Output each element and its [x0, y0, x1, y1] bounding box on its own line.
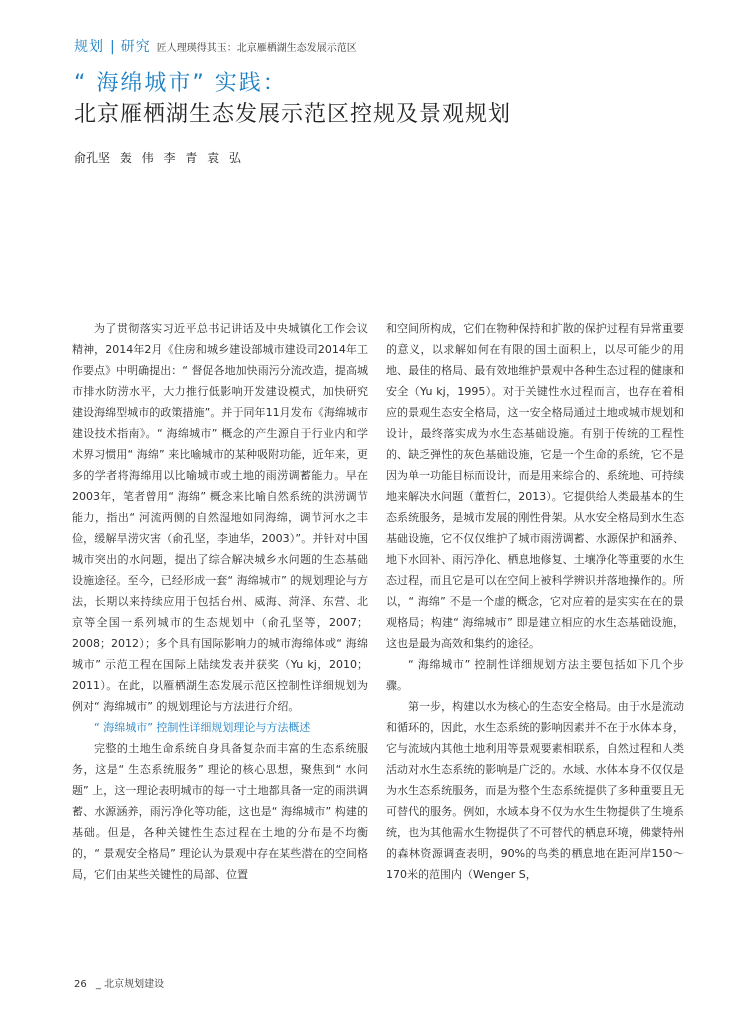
section-label: 规划 [74, 39, 104, 55]
right-column [386, 318, 684, 885]
page-number: 26 [74, 979, 87, 990]
section-heading: “ 海绵城市” 控制性详细规划理论与方法概述 [94, 721, 311, 734]
authors: 俞孔坚 轰 伟 李 青 袁 弘 [74, 151, 241, 165]
article-title-line2: 北京雁栖湖生态发展示范区控规及景观规划 [74, 102, 512, 127]
paragraph: 和空间所构成，它们在物种保持和扩散的保护过程有异常重要的意义，以求解如何在有限的国土面积上，以尽可能少的用地、最佳的格局、最有效地维护景观中各种生态过程的健康和安全（Yu kj，1995）。对于关键性水过程而言，也存在着相应的景观生态安全格局，这一安全格局通过土地或城市规划和设计，最终落实成为水生态基础设施。有别于传统的工程性的、缺乏弹性的灰色基础设施，它是一个生命的系统，它不是因为单一功能目标而设计，而是用来综合的、系统地、可持续地来解决水问题（董哲仁，2013）。它提供给人类最基本的生态系统服务，是城市发展的刚性骨架。从水安全格局到水生态基础设施，它不仅仅维护了城市雨涝调蓄、水源保护和涵养、地下水回补、雨污净化、栖息地修复、土壤净化等重要的水生态过程，而且它是可以在空间上被科学辨识并落地操作的。所以，“ 海绵” 不是一个虚的概念，它对应着的是实实在在的景观格局；构建“ 海绵城市” 即是建立相应的水生态基础设施，这也是最为高效和集约的途径。 [386, 322, 684, 650]
running-header [74, 36, 357, 56]
paragraph: 为了贯彻落实习近平总书记讲话及中央城镇化工作会议精神，2014年2月《住房和城乡建设部城市建设司2014年工作要点》中明确提出：“ 督促各地加快雨污分流改造，提高城市排水防涝水平，大力推行低影响开发建设模式，加快研究建设海绵型城市的政策措施”。并于同年11月发布《海绵城市建设技术指南》。“ 海绵城市” 概念的产生源自于行业内和学术界习惯用“ 海绵” 来比喻城市的某种吸附功能，近年来，更多的学者将海绵用以比喻城市或土地的雨涝调蓄能力。早在2003年，笔者曾用“ 海绵” 概念来比喻自然系统的洪涝调节能力，指出“ 河流两侧的自然湿地如同海绵，调节河水之丰俭，缓解旱涝灾害（俞孔坚，李迪华，2003）”。并针对中国城市突出的水问题，提出了综合解决城乡水问题的生态基础设施途径。至今，已经形成一套“ 海绵城市” 的规划理论与方法，长期以来持续应用于包括台州、威海、菏泽、东营、北京等全国一系列城市的生态规划中（俞孔坚等，2007；2008；2012）；多个具有国际影响力的城市海绵体或“ 海绵城市” 示范工程在国际上陆续发表并获奖（Yu kj，2010；2011）。在此，以雁栖湖生态发展示范区控制性详细规划为例对“ 海绵城市” 的规划理论与方法进行介绍。 [72, 322, 368, 713]
journal-name: 北京规划建设 [104, 979, 165, 990]
paragraph: 第一步，构建以水为核心的生态安全格局。由于水是流动和循环的，因此，水生态系统的影响因素并不在于水体本身，它与流域内其他土地利用等景观要素相联系，自然过程和人类活动对水生态系统的影响是广泛的。水域、水体本身不仅仅是为水生态系统服务，而是为整个生态系统提供了多种重要且无可替代的服务。例如，水域本身不仅为水生生物提供了生境系统，也为其他需水生物提供了不可替代的栖息环境，佛蒙特州的森林资源调查表明，90%的鸟类的栖息地在距河岸150～170米的范围内（Wenger S， [386, 700, 684, 881]
paragraph: “ 海绵城市” 控制性详细规划方法主要包括如下几个步骤。 [386, 658, 684, 692]
paragraph: 完整的土地生命系统自身具备复杂而丰富的生态系统服务，这是“ 生态系统服务” 理论的核心思想，聚焦到“ 水问题” 上，这一理论表明城市的每一寸土地都具备一定的雨洪调蓄、水源涵养，雨污净化等功能，这也是“ 海绵城市” 构建的基础。但是，各种关键性生态过程在土地的分布是不均衡的，“ 景观安全格局” 理论认为景观中存在某些潜在的空间格局，它们由某些关键性的局部、位置 [72, 742, 368, 881]
footer-separator: _ [95, 979, 101, 990]
left-column [72, 318, 368, 885]
article-title-line1: “ 海绵城市” 实践： [74, 71, 287, 96]
header-separator: | [110, 39, 115, 55]
page-footer [74, 975, 164, 990]
series-title: 匠人理瑛得其玉：北京雁栖湖生态发展示范区 [156, 43, 357, 54]
subsection-label: 研究 [120, 39, 151, 55]
